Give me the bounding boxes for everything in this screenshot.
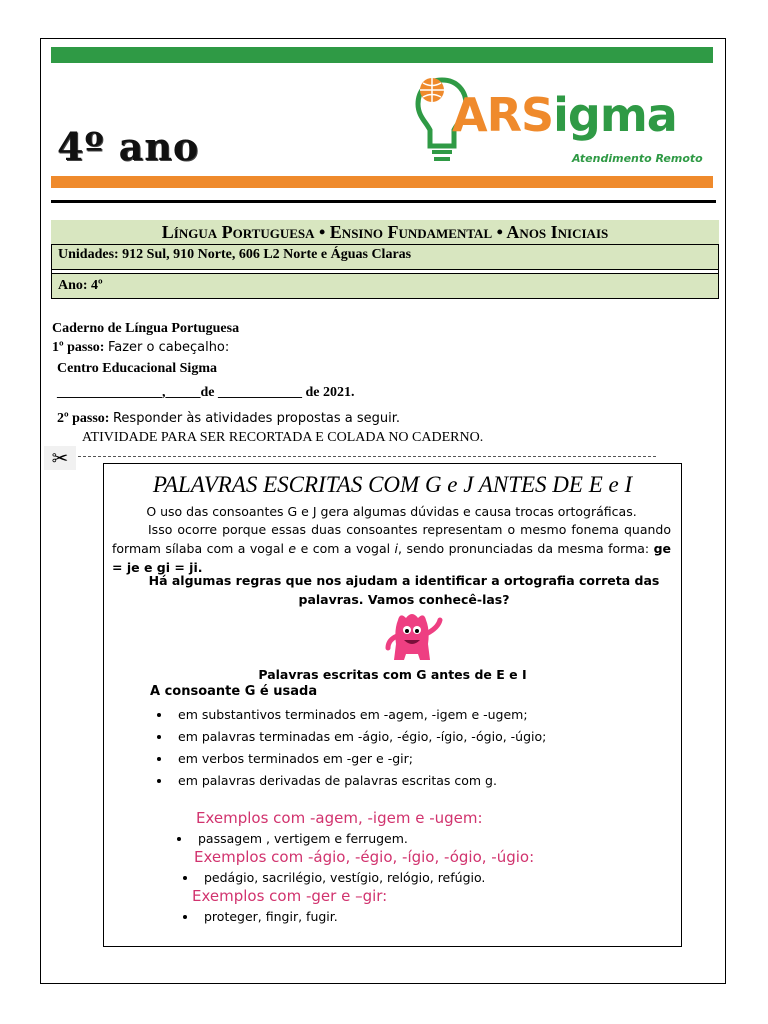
activity-paragraph-2: Isso ocorre porque essas duas consoantes representam o mesmo fonema quando formam sílaba com a vogal e e com a vogal i, sendo pronunciadas da mesma forma: ge = je e gi = ji. xyxy=(112,522,672,575)
examples-list-agio xyxy=(178,869,485,887)
monster-icon xyxy=(380,610,444,666)
school-name: Centro Educacional Sigma xyxy=(57,361,217,376)
activity-box xyxy=(103,463,682,947)
list-item: • passagem , vertigem e ferrugem. xyxy=(192,830,408,848)
logo-subtitle: Atendimento Remoto xyxy=(572,152,703,165)
scissors-icon: ✂ xyxy=(44,446,76,470)
header-rule xyxy=(51,200,716,203)
g-rules-subtitle: Palavras escritas com G antes de E e I xyxy=(258,667,527,682)
step2: 2º passo: Responder às atividades propostas a seguir. xyxy=(57,411,401,426)
cut-notice: ATIVIDADE PARA SER RECORTADA E COLADA NO CADERNO. xyxy=(82,430,484,445)
cut-line xyxy=(78,456,656,457)
list-item: • em substantivos terminados em -agem, -igem e -ugem; xyxy=(172,704,546,726)
list-item: • proteger, fingir, fugir. xyxy=(198,908,338,926)
list-item: • em palavras derivadas de palavras escritas com g. xyxy=(172,770,546,792)
examples-list-agem xyxy=(172,830,408,848)
header-green-bar xyxy=(51,47,713,63)
list-item: • em verbos terminados em -ger e -gir; xyxy=(172,748,546,770)
g-rules-list xyxy=(152,704,546,792)
activity-paragraph-1: O uso das consoantes G e J gera algumas dúvidas e causa trocas ortográficas. xyxy=(146,504,637,519)
activity-paragraph-3: Há algumas regras que nos ajudam a identificar a ortografia correta das palavras. Vamos conhecê-las? xyxy=(148,573,660,607)
activity-title: PALAVRAS ESCRITAS COM G e J ANTES DE E e I xyxy=(152,472,633,497)
examples-heading-agem: Exemplos com -agem, -igem e -ugem: xyxy=(196,809,483,827)
date-line: _______________,_____de ____________ de 2021. xyxy=(57,385,355,400)
examples-heading-agio: Exemplos com -ágio, -égio, -ígio, -ógio, -úgio: xyxy=(194,848,535,866)
list-item: • em palavras terminadas em -ágio, -égio, -ígio, -ógio, -úgio; xyxy=(172,726,546,748)
logo-wordmark: ARSigma xyxy=(452,88,677,142)
year-row: Ano: 4º xyxy=(51,273,719,299)
subject-title: Língua Portuguesa • Ensino Fundamental • Anos Iniciais xyxy=(51,220,719,244)
examples-heading-ger: Exemplos com -ger e –gir: xyxy=(192,887,388,905)
arsigma-logo xyxy=(412,72,712,172)
grade-title: 4º ano xyxy=(57,124,200,169)
units-row: Unidades: 912 Sul, 910 Norte, 606 L2 Norte e Águas Claras xyxy=(51,244,719,270)
step1: 1º passo: Fazer o cabeçalho: xyxy=(52,340,230,355)
g-rules-heading: A consoante G é usada xyxy=(150,684,318,699)
notebook-title: Caderno de Língua Portuguesa xyxy=(52,321,240,336)
examples-list-ger xyxy=(178,908,338,926)
info-table xyxy=(51,220,719,299)
header-orange-bar xyxy=(51,176,713,188)
list-item: • pedágio, sacrilégio, vestígio, relógio, refúgio. xyxy=(198,869,485,887)
